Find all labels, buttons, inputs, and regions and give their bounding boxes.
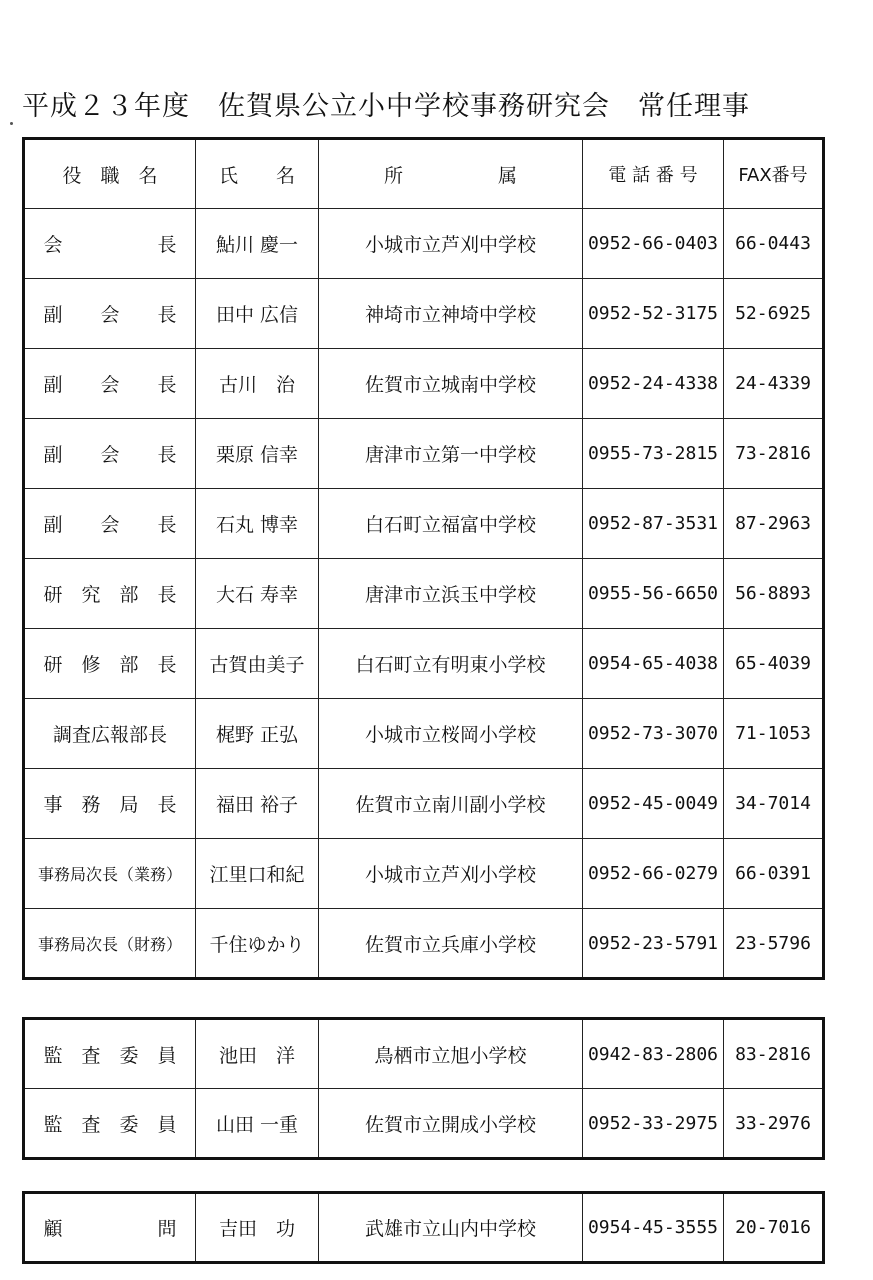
header-role: 役 職 名 [24,139,196,209]
name-cell: 石丸 博幸 [196,489,319,559]
header-tel: 電 話 番 号 [583,139,724,209]
school-cell: 武雄市立山内中学校 [319,1193,583,1263]
fax-cell: 73-2816 [724,419,824,489]
table-row [24,839,824,909]
tel-cell: 0952-87-3531 [583,489,724,559]
fax-cell: 56-8893 [724,559,824,629]
tel-cell: 0955-73-2815 [583,419,724,489]
tel-cell: 0952-73-3070 [583,699,724,769]
fax-cell: 52-6925 [724,279,824,349]
table-row [24,699,824,769]
advisors-table [22,1191,825,1264]
fax-cell: 33-2976 [724,1089,824,1159]
table-row [24,1089,824,1159]
name-cell: 栗原 信幸 [196,419,319,489]
tel-cell: 0952-66-0279 [583,839,724,909]
table-row [24,1193,824,1263]
header-school: 所 属 [319,139,583,209]
fax-cell: 65-4039 [724,629,824,699]
tel-cell: 0955-56-6650 [583,559,724,629]
role-cell: 副 会 長 [24,489,196,559]
table-row [24,629,824,699]
school-cell: 白石町立有明東小学校 [319,629,583,699]
name-cell: 田中 広信 [196,279,319,349]
name-cell: 山田 一重 [196,1089,319,1159]
role-cell: 副 会 長 [24,279,196,349]
tel-cell: 0954-65-4038 [583,629,724,699]
role-cell: 監 査 委 員 [24,1019,196,1089]
auditors-table [22,1017,825,1160]
tel-cell: 0952-66-0403 [583,209,724,279]
header-fax: FAX番号 [724,139,824,209]
table-header-row [24,139,824,209]
name-cell: 福田 裕子 [196,769,319,839]
table-row [24,349,824,419]
tel-cell: 0942-83-2806 [583,1019,724,1089]
table-row [24,489,824,559]
table-row [24,279,824,349]
school-cell: 鳥栖市立旭小学校 [319,1019,583,1089]
school-cell: 佐賀市立南川副小学校 [319,769,583,839]
school-cell: 小城市立芦刈中学校 [319,209,583,279]
tel-cell: 0952-24-4338 [583,349,724,419]
fax-cell: 83-2816 [724,1019,824,1089]
scan-mark [10,122,13,125]
role-cell: 副 会 長 [24,419,196,489]
table-row [24,209,824,279]
tel-cell: 0952-45-0049 [583,769,724,839]
role-cell: 事務局次長（財務） [24,909,196,979]
officers-table [22,137,825,980]
tel-cell: 0952-52-3175 [583,279,724,349]
name-cell: 吉田 功 [196,1193,319,1263]
tel-cell: 0952-23-5791 [583,909,724,979]
fax-cell: 71-1053 [724,699,824,769]
name-cell: 古賀由美子 [196,629,319,699]
role-cell: 研 究 部 長 [24,559,196,629]
role-cell: 事 務 局 長 [24,769,196,839]
role-cell: 事務局次長（業務） [24,839,196,909]
role-cell: 監 査 委 員 [24,1089,196,1159]
table-row [24,1019,824,1089]
role-cell: 調査広報部長 [24,699,196,769]
name-cell: 大石 寿幸 [196,559,319,629]
page-title: 平成２３年度 佐賀県公立小中学校事務研究会 常任理事 [22,91,750,122]
fax-cell: 87-2963 [724,489,824,559]
role-cell: 副 会 長 [24,349,196,419]
name-cell: 古川 治 [196,349,319,419]
role-cell: 研 修 部 長 [24,629,196,699]
school-cell: 神埼市立神埼中学校 [319,279,583,349]
name-cell: 千住ゆかり [196,909,319,979]
school-cell: 唐津市立第一中学校 [319,419,583,489]
table-row [24,559,824,629]
school-cell: 佐賀市立開成小学校 [319,1089,583,1159]
school-cell: 白石町立福富中学校 [319,489,583,559]
name-cell: 梶野 正弘 [196,699,319,769]
fax-cell: 24-4339 [724,349,824,419]
school-cell: 佐賀市立兵庫小学校 [319,909,583,979]
role-cell: 顧 問 [24,1193,196,1263]
school-cell: 小城市立桜岡小学校 [319,699,583,769]
name-cell: 池田 洋 [196,1019,319,1089]
school-cell: 小城市立芦刈小学校 [319,839,583,909]
name-cell: 鮎川 慶一 [196,209,319,279]
fax-cell: 23-5796 [724,909,824,979]
fax-cell: 34-7014 [724,769,824,839]
school-cell: 唐津市立浜玉中学校 [319,559,583,629]
table-row [24,909,824,979]
fax-cell: 66-0443 [724,209,824,279]
role-cell: 会 長 [24,209,196,279]
header-name: 氏 名 [196,139,319,209]
fax-cell: 20-7016 [724,1193,824,1263]
table-row [24,769,824,839]
fax-cell: 66-0391 [724,839,824,909]
name-cell: 江里口和紀 [196,839,319,909]
tel-cell: 0954-45-3555 [583,1193,724,1263]
table-row [24,419,824,489]
tel-cell: 0952-33-2975 [583,1089,724,1159]
school-cell: 佐賀市立城南中学校 [319,349,583,419]
